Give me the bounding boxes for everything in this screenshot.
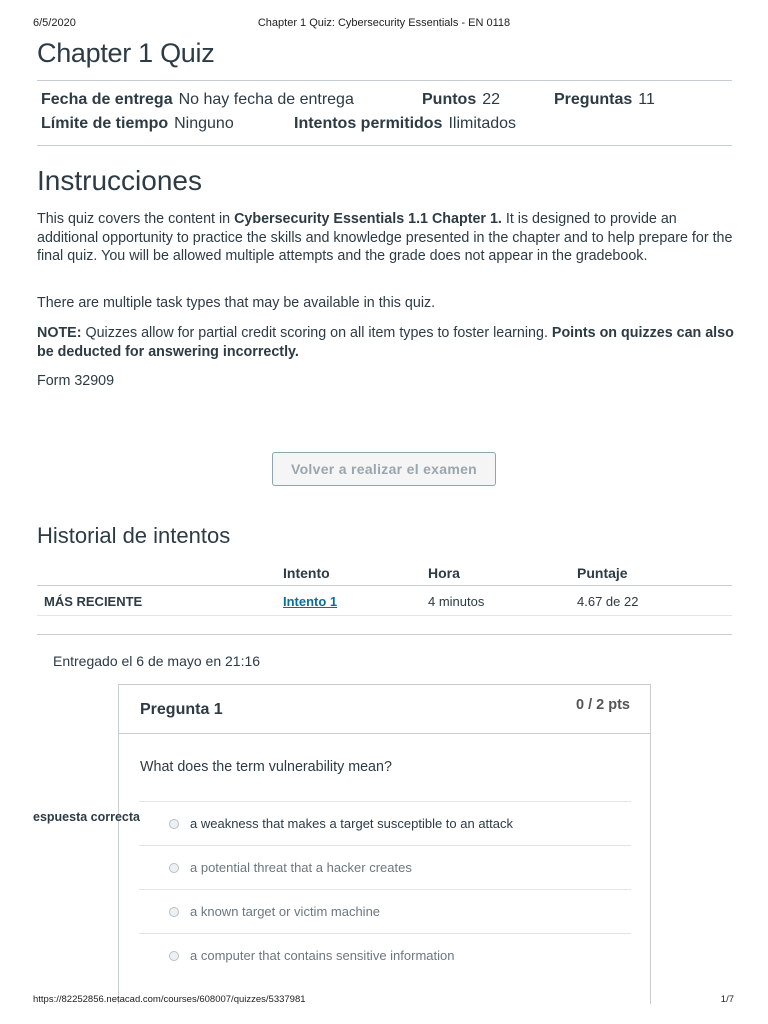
divider [37,80,732,81]
time-limit-value: Ninguno [174,115,234,132]
question-header [119,685,650,734]
correct-answer-label: espuesta correcta [33,810,141,824]
col-time: Hora [428,565,460,581]
time-limit [41,115,234,133]
attempts-value: Ilimitados [448,115,517,132]
time-limit-label: Límite de tiempo [41,115,169,132]
radio-icon[interactable] [169,863,179,873]
points-value: 22 [482,91,501,108]
questions-label: Preguntas [554,91,633,108]
due-value: No hay fecha de entrega [178,91,354,108]
question-card: Pregunta 1 0 / 2 pts What does the term vulnerability mean? a weakness that makes a target susceptible to an attack a potential threat that a hacker creates a known target or victim machine a computer that contains sensitive information [118,684,651,1004]
print-date: 6/5/2020 [33,17,76,29]
table-header-divider [37,585,732,586]
radio-icon[interactable] [169,951,179,961]
task-types-paragraph: There are multiple task types that may be available in this quiz. [37,295,436,311]
attempts-label: Intentos permitidos [294,115,443,132]
print-page-number: 1/7 [720,994,734,1005]
attempt-time: 4 minutos [428,594,485,609]
attempt-score: 4.67 de 22 [577,594,639,609]
divider [139,889,631,890]
form-number: Form 32909 [37,373,115,389]
history-heading: Historial de intentos [37,523,231,548]
question-points: 0 / 2 pts [576,697,630,713]
table-row-divider [37,615,732,616]
page-title: Chapter 1 Quiz [37,38,215,68]
divider [37,634,732,635]
divider [37,145,732,146]
print-url: https://82252856.netacad.com/courses/608007/quizzes/5337981 [33,994,306,1005]
submitted-timestamp: Entregado el 6 de mayo en 21:16 [53,653,261,669]
row-label: MÁS RECIENTE [44,594,143,609]
radio-icon[interactable] [169,819,179,829]
print-title: Chapter 1 Quiz: Cybersecurity Essentials - EN 0118 [257,17,511,29]
allowed-attempts [294,115,516,133]
points-label: Puntos [422,91,477,108]
retake-quiz-button[interactable]: Volver a realizar el examen [272,452,496,486]
divider [139,845,631,846]
col-score: Puntaje [577,565,628,581]
note-paragraph: NOTE: Quizzes allow for partial credit scoring on all item types to foster learning. Points on quizzes can also be deducted for answering incorrectly. [37,325,734,360]
questions-value: 11 [638,91,655,108]
divider [139,933,631,934]
instructions-heading: Instrucciones [37,165,202,196]
radio-icon[interactable] [169,907,179,917]
col-attempt: Intento [283,565,330,581]
question-text: What does the term vulnerability mean? [140,759,392,775]
due-date [41,91,354,109]
divider [139,801,631,802]
due-label: Fecha de entrega [41,91,173,108]
questions-count [554,91,655,109]
question-title: Pregunta 1 [140,701,223,718]
attempt-link[interactable]: Intento 1 [283,594,338,609]
instructions-paragraph: This quiz covers the content in Cybersecurity Essentials 1.1 Chapter 1. It is designed to provide an additional opportunity to practice the skills and knowledge presented in the chapter and to help prepare for the final quiz. You will be allowed multiple attempts and the grade does not appear in the gradebook. [37,211,733,264]
points [422,91,500,109]
